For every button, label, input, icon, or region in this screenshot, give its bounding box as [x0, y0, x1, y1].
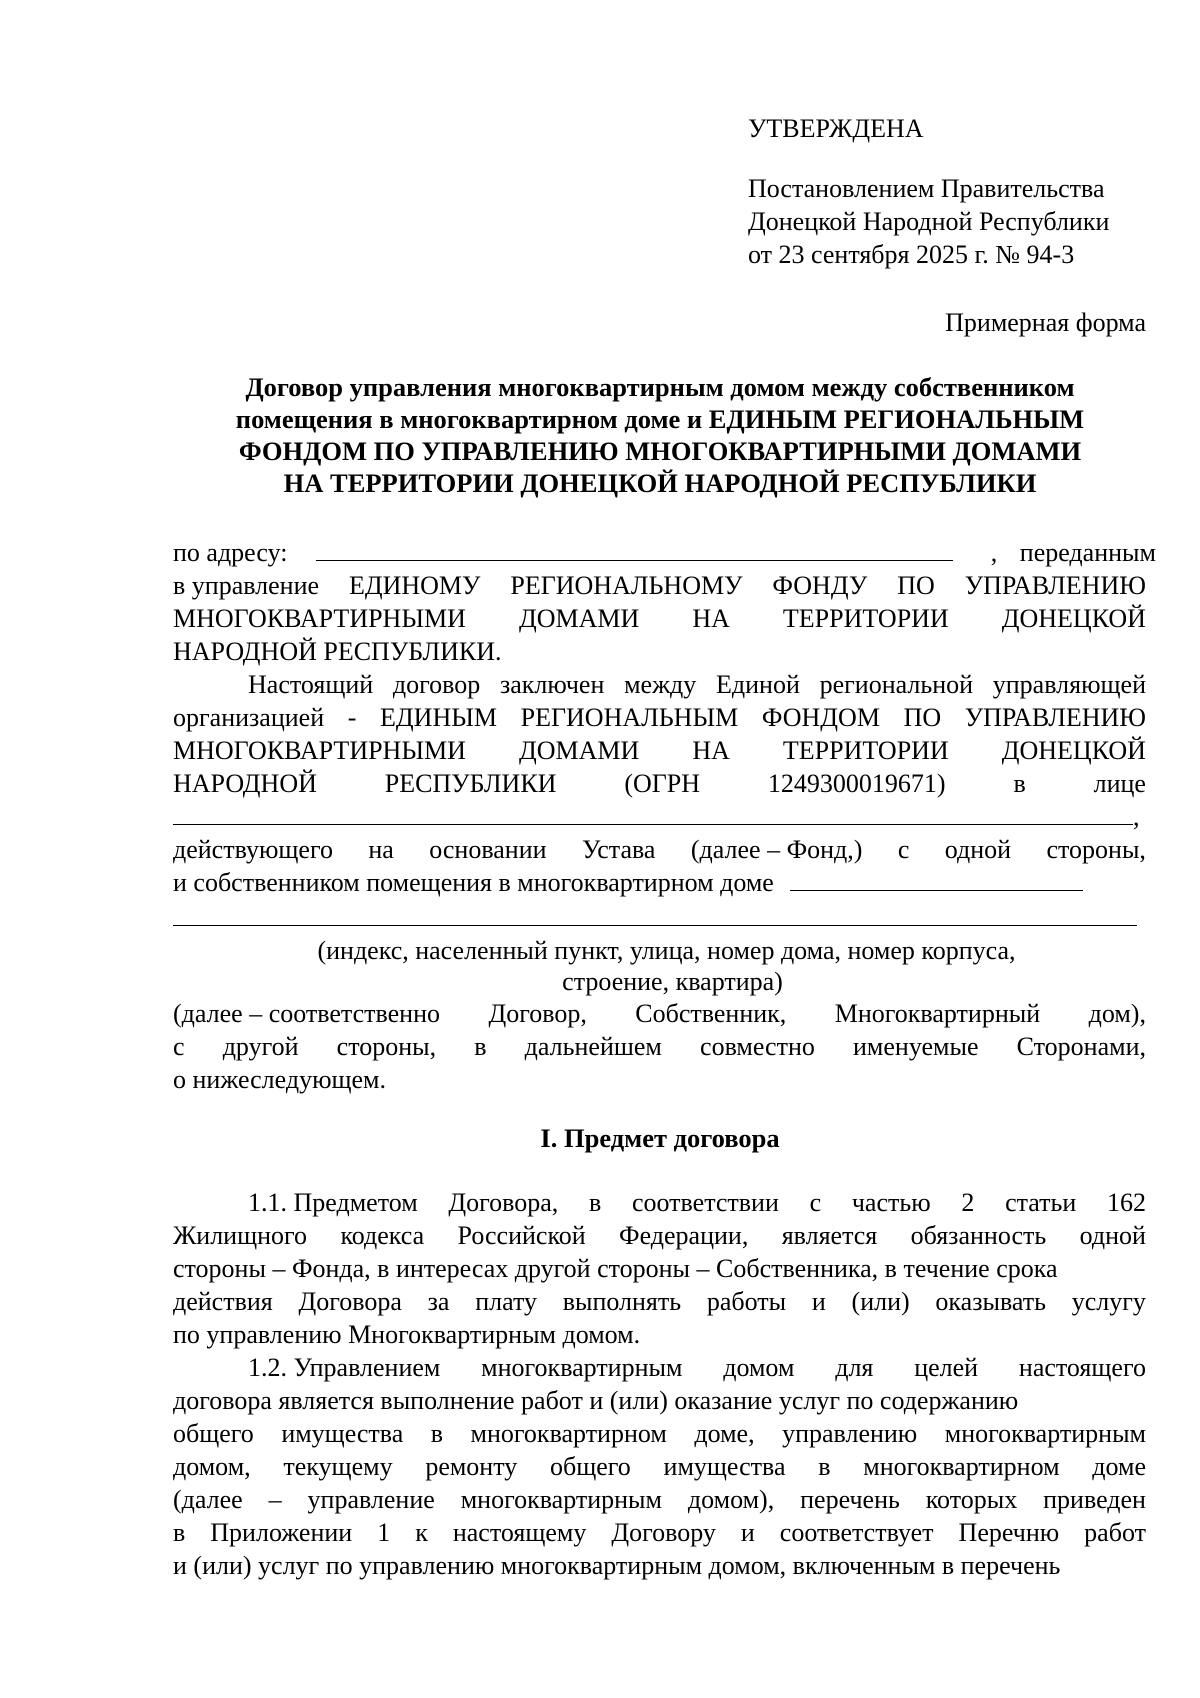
word: Многоквартирный: [834, 999, 1041, 1028]
word: соответствии: [631, 1188, 779, 1217]
word: 1.1. Предметом: [248, 1188, 418, 1217]
word: с: [173, 1032, 185, 1061]
word: ПО: [903, 703, 942, 732]
word: многоквартирным: [944, 1419, 1146, 1448]
word: одной: [944, 835, 1012, 864]
word: ПО: [897, 571, 935, 600]
word: за: [427, 1287, 450, 1316]
word: действующего: [173, 835, 333, 864]
word: основании: [429, 835, 547, 864]
word: НАРОДНОЙ: [173, 769, 317, 798]
owner-address-blank: [173, 899, 1137, 926]
word: ФОНДОМ: [761, 703, 880, 732]
word: многоквартирном: [863, 1452, 1060, 1481]
word: 1249300019671): [767, 769, 946, 798]
word: выполнять: [562, 1287, 682, 1316]
word: одной: [1079, 1221, 1146, 1250]
word: настоящего: [1018, 1353, 1146, 1382]
p12-line-3: [173, 1417, 1146, 1450]
preamble-line-7: [173, 866, 1146, 899]
word: дальнейшем: [524, 1032, 662, 1061]
word: стороны,: [336, 1032, 437, 1061]
address-hint-2: строение, квартира): [562, 967, 783, 996]
preamble-line-9: [173, 1030, 1146, 1063]
address-line-4: НАРОДНОЙ РЕСПУБЛИКИ.: [173, 637, 502, 666]
word: управляющей: [992, 670, 1146, 699]
word: в: [588, 1188, 602, 1217]
word: домом,: [173, 1452, 251, 1481]
word: доме,: [694, 1419, 755, 1448]
word: многоквартирным: [481, 1353, 683, 1382]
p11-line-4: [173, 1285, 1146, 1318]
word: Устава: [581, 835, 656, 864]
word: многоквартирным: [460, 1485, 662, 1514]
approval-status: УТВЕРЖДЕНА: [748, 114, 924, 143]
word: ТЕРРИТОРИИ: [782, 736, 949, 765]
address-suffix: , переданным: [990, 538, 1156, 567]
p12-line-5: [173, 1483, 1146, 1516]
word: –: [268, 1485, 282, 1514]
word: УПРАВЛЕНИЮ: [964, 703, 1146, 732]
p11-line-2: [173, 1219, 1146, 1252]
p12-line-4: [173, 1450, 1146, 1483]
title-line-3: ФОНДОМ ПО УПРАВЛЕНИЮ МНОГОКВАРТИРНЫМИ ДОМАМИ: [238, 436, 1082, 466]
word: Российской: [457, 1221, 586, 1250]
word: работы: [706, 1287, 787, 1316]
word: региональной: [819, 670, 974, 699]
title-line-4: НА ТЕРРИТОРИИ ДОНЕЦКОЙ НАРОДНОЙ РЕСПУБЛИКИ: [283, 468, 1037, 498]
address-line-2: [173, 569, 1146, 602]
text-line: и (или) услуг по управлению многоквартирным домом, включенным в перечень: [173, 1551, 1061, 1580]
word: (ОГРН: [624, 769, 701, 798]
word: работ: [1084, 1518, 1146, 1547]
word: в: [173, 1518, 186, 1547]
approval-line-2: Донецкой Народной Республики: [748, 207, 1110, 236]
address-blank: [316, 536, 953, 561]
word: ДОНЕЦКОЙ: [1001, 736, 1146, 765]
word: НА: [692, 604, 730, 633]
word: ДОМАМИ: [518, 604, 640, 633]
word: общего: [173, 1419, 254, 1448]
representative-blank: [173, 800, 1133, 825]
word: 1: [377, 1518, 391, 1547]
preamble-line-10: о нижеследующем.: [173, 1065, 387, 1094]
word: ЕДИНОМУ: [348, 571, 481, 600]
word: (или): [851, 1287, 910, 1316]
address-line-3: [173, 602, 1146, 635]
word: ДОМАМИ: [518, 736, 640, 765]
word: ТЕРРИТОРИИ: [782, 604, 949, 633]
p11-line-5: по управлению Многоквартирным домом.: [173, 1320, 641, 1349]
word: (далее – Фонд,): [690, 835, 863, 864]
owner-label: и собственником помещения в многоквартирном доме: [173, 868, 774, 897]
word: Договора: [298, 1287, 402, 1316]
section-1-title: I. Предмет договора: [540, 1123, 780, 1153]
address-prefix: по адресу:: [173, 538, 288, 567]
approval-line-1: Постановлением Правительства: [748, 174, 1105, 203]
address-hint: [173, 935, 1146, 997]
word: доме: [1092, 1452, 1146, 1481]
word: совместно: [700, 1032, 815, 1061]
word: (далее – соответственно: [173, 999, 441, 1028]
word: Договору: [611, 1518, 716, 1547]
preamble-block: [173, 668, 1146, 1096]
p12-line-6: [173, 1516, 1146, 1549]
word: дом),: [1088, 999, 1146, 1028]
word: 162: [1107, 1188, 1146, 1217]
word: действия: [173, 1287, 273, 1316]
text-line: договора является выполнение работ и (или) оказание услуг по содержанию: [173, 1386, 1019, 1415]
word: в управление: [173, 571, 320, 600]
word: в: [1013, 769, 1026, 798]
preamble-line-4: [173, 767, 1146, 800]
p11-line-1: [173, 1186, 1146, 1219]
preamble-line-1: [173, 668, 1146, 701]
word: УПРАВЛЕНИЮ: [964, 571, 1146, 600]
word: частью: [851, 1188, 931, 1217]
word: именуемые: [853, 1032, 979, 1061]
approval-line-3: от 23 сентября 2025 г. № 94-3: [748, 240, 1075, 269]
word: имущества: [281, 1419, 404, 1448]
word: МНОГОКВАРТИРНЫМИ: [173, 604, 466, 633]
word: РЕГИОНАЛЬНЫМ: [520, 703, 739, 732]
word: в: [430, 1419, 444, 1448]
word: Приложении: [210, 1518, 353, 1547]
word: в: [818, 1452, 831, 1481]
text-line: стороны – Фонда, в интересах другой стороны – Собственника, в течение срока: [173, 1254, 1058, 1283]
word: управление: [307, 1485, 435, 1514]
word: плату: [475, 1287, 537, 1316]
section-1-body: [173, 1186, 1146, 1582]
word: целей: [914, 1353, 979, 1382]
preamble-line-2: [173, 701, 1146, 734]
word: к: [415, 1518, 428, 1547]
address-block: [173, 536, 1156, 668]
word: настоящему: [452, 1518, 587, 1547]
preamble-line-blank: [173, 899, 1146, 935]
word: перечень: [800, 1485, 900, 1514]
word: другой: [222, 1032, 299, 1061]
word: ремонту: [425, 1452, 518, 1481]
word: стороны,: [1046, 835, 1146, 864]
word: Договора,: [448, 1188, 559, 1217]
word: Единой: [716, 670, 800, 699]
word: -: [347, 703, 357, 732]
preamble-line-8: [173, 997, 1146, 1030]
comma: ,: [1133, 802, 1140, 831]
word: ДОНЕЦКОЙ: [1001, 604, 1146, 633]
address-line-1: [173, 536, 1156, 569]
word: приведен: [1043, 1485, 1146, 1514]
word: на: [368, 835, 394, 864]
form-label: Примерная форма: [945, 308, 1146, 337]
owner-blank: [790, 866, 1083, 891]
word: с: [897, 835, 910, 864]
word: и: [740, 1518, 755, 1547]
title-line-2: помещения в многоквартирном доме и ЕДИНЫМ РЕГИОНАЛЬНЫМ: [235, 404, 1085, 434]
word: Договор,: [488, 999, 587, 1028]
approval-block: [748, 112, 1168, 271]
document-title: [170, 371, 1150, 499]
word: между: [624, 670, 697, 699]
word: Перечню: [958, 1518, 1060, 1547]
word: Настоящий: [248, 670, 374, 699]
word: лице: [1093, 769, 1146, 798]
preamble-line-5: [173, 800, 1146, 833]
word: РЕСПУБЛИКИ: [384, 769, 557, 798]
word: которых: [925, 1485, 1018, 1514]
p12-line-2: [173, 1384, 1146, 1417]
word: НА: [692, 736, 730, 765]
preamble-line-3: [173, 734, 1146, 767]
word: текущему: [283, 1452, 393, 1481]
word: Собственник,: [635, 999, 787, 1028]
word: обязанность: [910, 1221, 1047, 1250]
word: имущества: [663, 1452, 786, 1481]
word: управлению: [782, 1419, 918, 1448]
word: и: [811, 1287, 826, 1316]
address-hint-1: (индекс, населенный пункт, улица, номер дома, номер корпуса,: [317, 936, 1016, 965]
word: РЕГИОНАЛЬНОМУ: [510, 571, 743, 600]
word: ЕДИНЫМ: [380, 703, 498, 732]
word: 2: [961, 1188, 975, 1217]
p12-line-1: [173, 1351, 1146, 1384]
word: многоквартирном: [470, 1419, 667, 1448]
word: Жилищного: [173, 1221, 308, 1250]
word: соответствует: [779, 1518, 934, 1547]
preamble-line-6: [173, 833, 1146, 866]
word: Федерации,: [619, 1221, 749, 1250]
p11-line-3: [173, 1252, 1146, 1285]
word: статьи: [1005, 1188, 1077, 1217]
word: является: [781, 1221, 878, 1250]
title-line-1: Договор управления многоквартирным домом между собственником: [245, 372, 1075, 402]
word: договор: [392, 670, 481, 699]
word: с: [809, 1188, 822, 1217]
word: кодекса: [340, 1221, 425, 1250]
word: заключен: [499, 670, 605, 699]
word: Сторонами,: [1016, 1032, 1146, 1061]
word: оказывать: [935, 1287, 1046, 1316]
word: для: [835, 1353, 874, 1382]
word: домом: [723, 1353, 795, 1382]
word: услугу: [1071, 1287, 1146, 1316]
word: (далее: [173, 1485, 243, 1514]
p12-line-7: [173, 1549, 1146, 1582]
word: общего: [549, 1452, 631, 1481]
word: 1.2. Управлением: [248, 1353, 441, 1382]
word: в: [474, 1032, 487, 1061]
word: домом),: [687, 1485, 775, 1514]
word: ФОНДУ: [772, 571, 868, 600]
word: организацией: [173, 703, 325, 732]
word: МНОГОКВАРТИРНЫМИ: [173, 736, 466, 765]
